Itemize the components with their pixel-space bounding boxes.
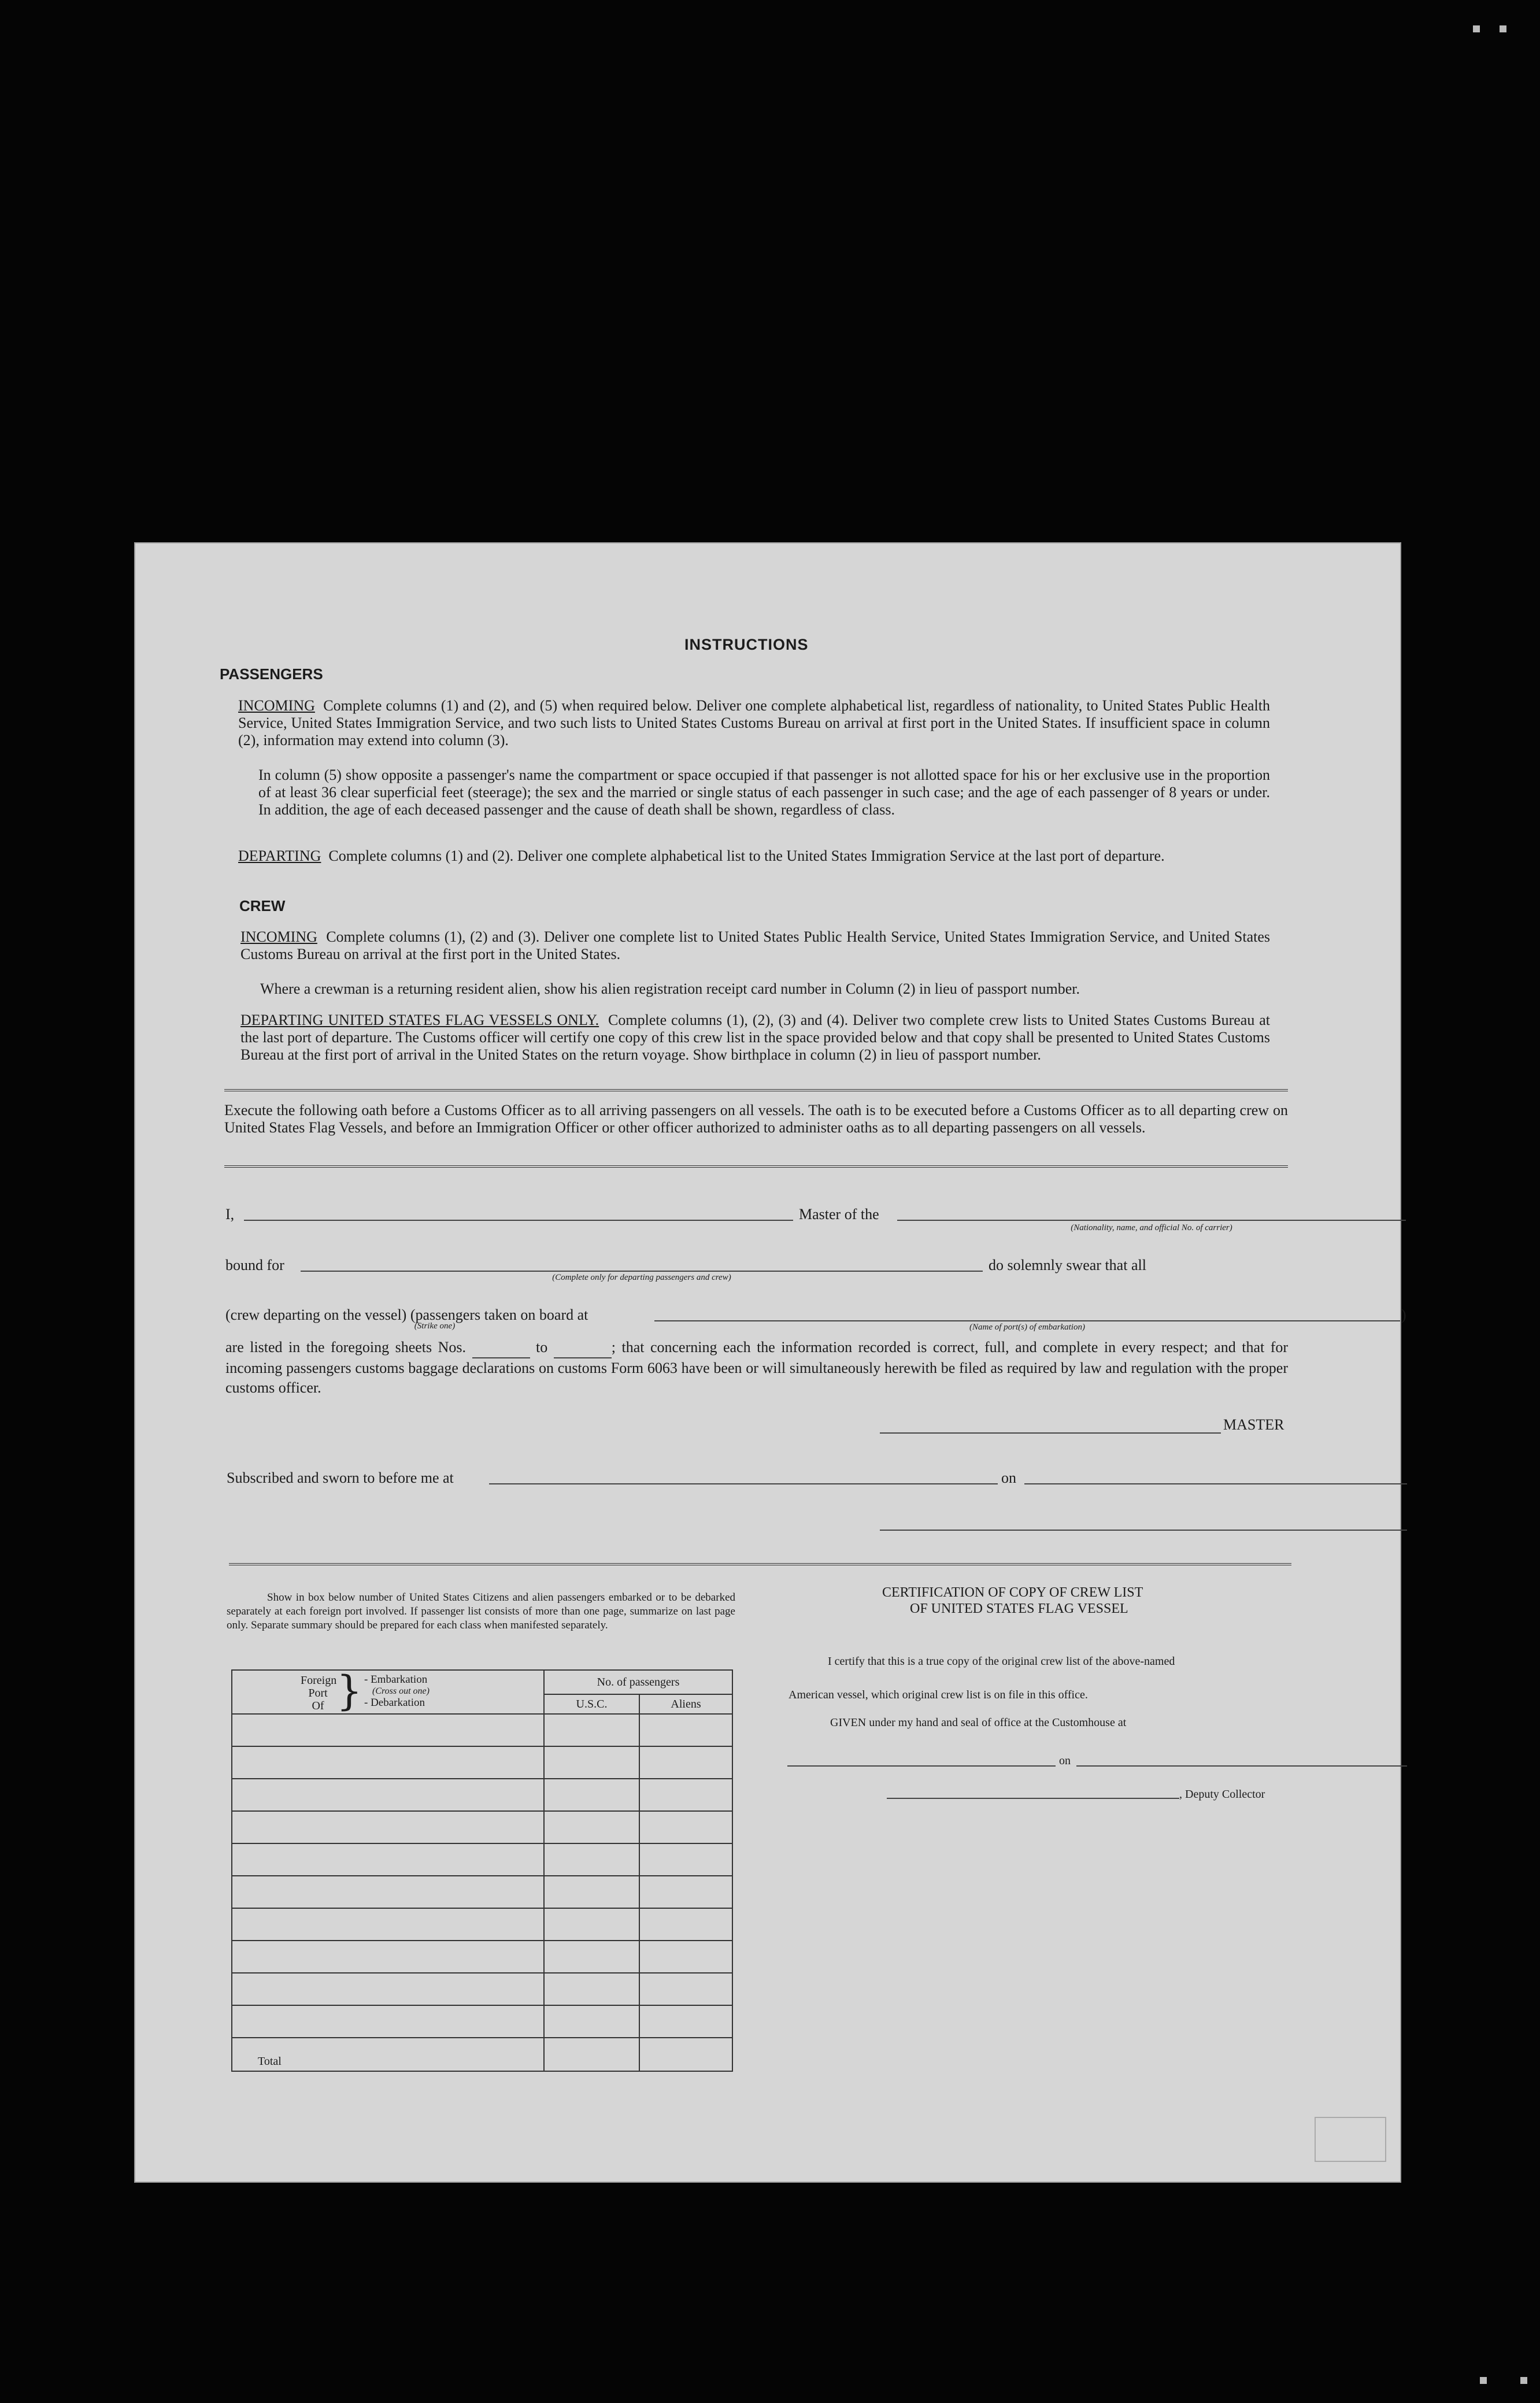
table-row[interactable] — [232, 1843, 732, 1876]
sheets-from-field[interactable] — [472, 1338, 530, 1358]
table-row[interactable] — [232, 1876, 732, 1908]
sheets-to-label: to — [536, 1339, 548, 1356]
oath-i-label: I, — [225, 1206, 235, 1223]
close-paren: ) — [1401, 1306, 1406, 1323]
table-row[interactable] — [232, 1714, 732, 1746]
stamp-box — [1315, 2117, 1386, 2162]
embarkation-label: - Embarkation — [364, 1673, 428, 1686]
swear-label: do solemnly swear that all — [989, 1257, 1146, 1273]
master-signature-field[interactable] — [880, 1432, 1221, 1434]
divider — [224, 1165, 1288, 1168]
sheets-paragraph — [225, 1338, 1288, 1398]
master-label: MASTER — [1223, 1416, 1284, 1433]
crew-incoming-label: INCOMING — [240, 928, 317, 945]
deputy-signature-field[interactable] — [887, 1798, 1179, 1799]
nationality-note: (Nationality, name, and official No. of carrier) — [1071, 1223, 1232, 1232]
page-title: INSTRUCTIONS — [684, 636, 809, 653]
bound-for-note: (Complete only for departing passengers and crew) — [552, 1273, 731, 1282]
cross-out-note: (Cross out one) — [372, 1686, 430, 1696]
scan-corner-mark — [1520, 2377, 1527, 2384]
brace-symbol: } — [336, 1667, 362, 1715]
table-row[interactable] — [232, 1941, 732, 1973]
master-name-field[interactable] — [244, 1220, 793, 1221]
passengers-departing-text: Complete columns (1) and (2). Deliver one complete alphabetical list to the United States Immigration Service at the last port of departure. — [328, 847, 1165, 864]
sheets-prefix: are listed in the foregoing sheets Nos. — [225, 1339, 467, 1356]
sworn-place-field[interactable] — [489, 1483, 998, 1484]
officer-signature-field[interactable] — [880, 1530, 1407, 1531]
crew-alien-paragraph: Where a crewman is a returning resident alien, show his alien registration receipt card number in Column (2) in lieu of passport number. — [260, 980, 1080, 997]
sheets-text: ; that concerning each the information recorded is correct, full, and complete in every respect; and that for incoming passengers customs baggage declarations on customs Form 6063 have been or will simultaneously herewith be filed as required by law and regulation with the proper customs officer. — [225, 1339, 1289, 1396]
column5-paragraph: In column (5) show opposite a passenger's name the compartment or space occupied if that passenger is not allotted space for his or her exclusive use in the proportion of at least 36 clear superficial feet (steerage); the sex and the married or single status of each passenger in such case; and the age of each passenger of 8 years or under. In addition, the age of each deceased passenger and the cause of death shall be shown, regardless of class. — [258, 767, 1270, 818]
total-row[interactable] — [232, 2038, 732, 2071]
divider — [229, 1563, 1291, 1565]
bound-for-label: bound for — [225, 1257, 284, 1273]
scan-corner-mark — [1473, 25, 1480, 32]
strike-note: (Strike one) — [414, 1321, 456, 1331]
total-label: Total — [232, 2038, 544, 2071]
crew-incoming-text: Complete columns (1), (2) and (3). Deliver one complete list to United States Public Health Service, United States Immigration Service, and United States Customs Bureau on arrival at the first port in the United States. — [240, 928, 1271, 962]
passengers-incoming-text: Complete columns (1) and (2), and (5) when required below. Deliver one complete alphabetical list, regardless of nationality, to United States Public Health Service, United States Immigration Service, and two such lists to United States Customs Bureau on arrival at first port in the United States. If insufficient space in column (2), information may extend into column (3). — [238, 697, 1270, 749]
of-label: Of — [312, 1699, 324, 1712]
carrier-field[interactable] — [897, 1220, 1406, 1221]
usc-label: U.S.C. — [545, 1695, 640, 1713]
crew-departing-label: DEPARTING UNITED STATES FLAG VESSELS ONLY. — [240, 1012, 599, 1028]
port-header-cell — [232, 1667, 544, 1715]
crew-heading: CREW — [239, 897, 286, 914]
master-of-label: Master of the — [799, 1206, 879, 1223]
certification-heading-1: CERTIFICATION OF COPY OF CREW LIST — [882, 1585, 1143, 1600]
foreign-label: Foreign — [301, 1674, 337, 1687]
no-of-passengers-label: No. of passengers — [545, 1671, 732, 1695]
table-row[interactable] — [232, 1908, 732, 1941]
sheets-to-field[interactable] — [554, 1338, 612, 1358]
passengers-departing-label: DEPARTING — [238, 847, 321, 864]
certification-heading-2: OF UNITED STATES FLAG VESSEL — [910, 1601, 1128, 1616]
deputy-collector-label: , Deputy Collector — [1179, 1788, 1265, 1801]
aliens-label: Aliens — [671, 1698, 701, 1710]
oath-intro: Execute the following oath before a Customs Officer as to all arriving passengers on all vessels. The oath is to be executed before a Customs Officer as to all departing crew on United States Flag Vessels, and before an Immigration Officer or other officer authorized to administer oaths as to all departing passengers on all vessels. — [224, 1102, 1288, 1136]
sworn-on-label: on — [1001, 1469, 1016, 1486]
subscribed-label: Subscribed and sworn to before me at — [227, 1469, 454, 1486]
passengers-departing-paragraph — [238, 847, 1270, 865]
scan-corner-mark — [1500, 25, 1506, 32]
certify-line-1: I certify that this is a true copy of the original crew list of the above-named — [828, 1655, 1175, 1668]
passengers-heading: PASSENGERS — [220, 665, 323, 683]
table-row[interactable] — [232, 1779, 732, 1811]
ports-note: (Name of port(s) of embarkation) — [969, 1323, 1085, 1332]
bound-for-field[interactable] — [301, 1271, 983, 1272]
bleed-through-mark: ​ — [865, 1645, 941, 1658]
sworn-date-field[interactable] — [1024, 1483, 1407, 1484]
table-row[interactable] — [232, 1973, 732, 2005]
port-label: Port — [308, 1687, 328, 1699]
given-text: GIVEN under my hand and seal of office at the Customhouse at — [830, 1716, 1127, 1729]
crew-departing-paragraph — [240, 1012, 1270, 1064]
form-sheet — [134, 542, 1406, 2183]
crew-departing-text: Complete columns (1), (2), (3) and (4). Deliver two complete crew lists to United States Customs Bureau at the last port of departure. The Customs officer will certify one copy of this crew list in the space provided below and that copy shall be presented to United States Customs Bureau at the first port of arrival in the United States on the return voyage. Show birthplace in column (2) in lieu of passport number. — [240, 1012, 1271, 1063]
passengers-incoming-paragraph — [238, 697, 1270, 749]
cert-on-label: on — [1059, 1754, 1071, 1767]
passenger-summary-table — [231, 1669, 733, 2072]
customhouse-field[interactable] — [787, 1765, 1056, 1767]
divider — [224, 1089, 1288, 1091]
scan-corner-mark — [1480, 2377, 1487, 2384]
certify-line-2: American vessel, which original crew list is on file in this office. — [788, 1689, 1088, 1701]
passengers-incoming-label: INCOMING — [238, 697, 315, 714]
table-row[interactable] — [232, 1811, 732, 1843]
table-row[interactable] — [232, 2005, 732, 2038]
summary-instructions: Show in box below number of United States Citizens and alien passengers embarked or to be debarked separately at each foreign port involved. If passenger list consists of more than one page, summarize on last page only. Separate summary should be prepared for each class when manifested separately. — [227, 1591, 735, 1631]
table-row[interactable] — [232, 1746, 732, 1779]
ports-field[interactable] — [654, 1320, 1400, 1321]
passenger-count-header — [544, 1670, 732, 1714]
crew-incoming-paragraph — [240, 928, 1270, 963]
crew-departing-label: (crew departing on the vessel) (passengers taken on board at — [225, 1306, 588, 1323]
debarkation-label: - Debarkation — [364, 1697, 425, 1709]
cert-date-field[interactable] — [1076, 1765, 1407, 1767]
